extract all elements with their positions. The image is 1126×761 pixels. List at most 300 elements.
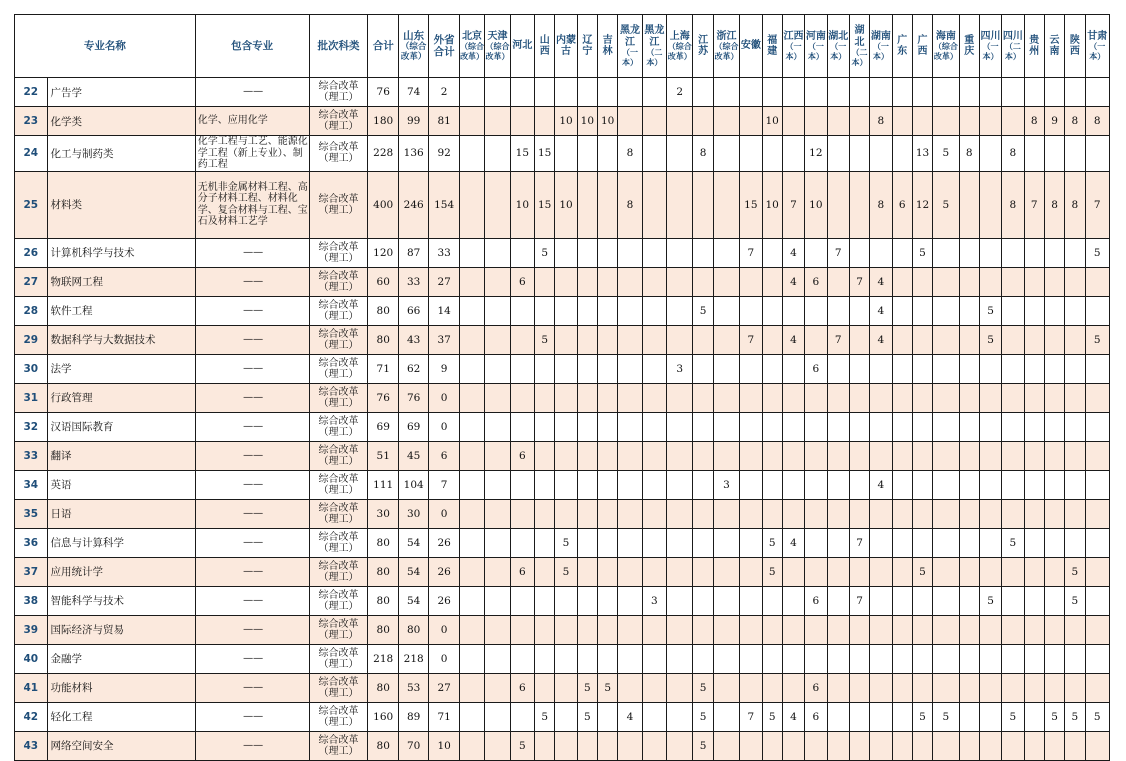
province-quota xyxy=(849,354,869,383)
province-quota xyxy=(782,383,804,412)
province-quota xyxy=(693,470,713,499)
province-quota xyxy=(805,470,827,499)
outside-count: 2 xyxy=(429,78,459,107)
major-name: 材料类 xyxy=(47,171,195,238)
province-quota xyxy=(485,441,510,470)
province-quota xyxy=(713,412,739,441)
header-province-name: 四川 xyxy=(980,30,1001,42)
province-quota xyxy=(1002,354,1024,383)
batch-line-1: 综合改革 xyxy=(318,270,359,282)
major-name: 计算机科学与技术 xyxy=(47,238,195,267)
province-quota: 5 xyxy=(979,296,1001,325)
province-quota xyxy=(577,354,597,383)
province-quota: 5 xyxy=(912,702,932,731)
province-quota xyxy=(892,470,912,499)
province-quota xyxy=(713,107,739,136)
province-quota xyxy=(693,238,713,267)
header-shandong xyxy=(398,15,428,78)
province-quota: 5 xyxy=(598,673,618,702)
province-quota xyxy=(713,354,739,383)
shandong-count: 89 xyxy=(398,702,428,731)
row-number: 42 xyxy=(15,702,48,731)
province-quota: 8 xyxy=(870,171,892,238)
header-province-sub: （综合改革） xyxy=(460,41,485,61)
province-quota: 4 xyxy=(782,702,804,731)
shandong-count: 45 xyxy=(398,441,428,470)
province-quota: 10 xyxy=(510,171,534,238)
province-quota xyxy=(1085,644,1110,673)
province-quota xyxy=(979,441,1001,470)
outside-count: 27 xyxy=(429,673,459,702)
province-quota xyxy=(762,615,782,644)
province-quota xyxy=(535,383,555,412)
included-majors: —— xyxy=(195,296,309,325)
included-majors: —— xyxy=(195,412,309,441)
province-quota xyxy=(1065,78,1085,107)
header-province xyxy=(598,15,618,78)
table-row xyxy=(15,107,1110,136)
province-quota: 5 xyxy=(933,136,959,172)
header-province-name: 贵州 xyxy=(1029,34,1040,57)
province-quota xyxy=(762,499,782,528)
province-quota xyxy=(892,354,912,383)
table-row xyxy=(15,586,1110,615)
province-quota xyxy=(713,644,739,673)
province-quota xyxy=(535,107,555,136)
province-quota xyxy=(870,136,892,172)
header-province-sub: （综合改革） xyxy=(714,41,739,61)
province-quota xyxy=(1024,136,1044,172)
province-quota xyxy=(713,557,739,586)
province-quota xyxy=(933,528,959,557)
province-quota xyxy=(740,499,762,528)
shandong-count: 87 xyxy=(398,238,428,267)
province-quota xyxy=(1085,354,1110,383)
province-quota xyxy=(667,499,693,528)
province-quota xyxy=(1044,325,1064,354)
province-quota xyxy=(979,136,1001,172)
province-quota xyxy=(1044,412,1064,441)
province-quota xyxy=(713,615,739,644)
batch-line-2: （理工） xyxy=(318,397,359,409)
province-quota xyxy=(762,354,782,383)
batch-category xyxy=(309,267,368,296)
province-quota xyxy=(485,499,510,528)
province-quota xyxy=(782,644,804,673)
batch-category xyxy=(309,557,368,586)
province-quota xyxy=(805,644,827,673)
batch-line-1: 综合改革 xyxy=(318,531,359,543)
province-quota xyxy=(598,325,618,354)
row-number: 31 xyxy=(15,383,48,412)
province-quota xyxy=(805,325,827,354)
header-province xyxy=(762,15,782,78)
province-quota xyxy=(1044,528,1064,557)
province-quota xyxy=(1065,644,1085,673)
outside-count: 0 xyxy=(429,615,459,644)
province-quota xyxy=(693,586,713,615)
province-quota xyxy=(849,325,869,354)
province-quota: 5 xyxy=(979,586,1001,615)
province-quota: 5 xyxy=(979,325,1001,354)
province-quota xyxy=(1065,499,1085,528)
header-province-name: 上海 xyxy=(669,30,690,42)
major-name: 化工与制药类 xyxy=(47,136,195,172)
province-quota: 15 xyxy=(510,136,534,172)
province-quota xyxy=(485,267,510,296)
outside-count: 14 xyxy=(429,296,459,325)
included-majors: —— xyxy=(195,586,309,615)
province-quota xyxy=(933,107,959,136)
header-province-name: 四川 xyxy=(1002,30,1023,42)
province-quota xyxy=(1024,644,1044,673)
province-quota xyxy=(618,238,642,267)
province-quota: 4 xyxy=(870,325,892,354)
province-quota xyxy=(598,412,618,441)
province-quota xyxy=(1065,238,1085,267)
province-quota xyxy=(459,78,484,107)
province-quota: 5 xyxy=(535,702,555,731)
province-quota xyxy=(713,673,739,702)
province-quota xyxy=(598,499,618,528)
table-row xyxy=(15,557,1110,586)
batch-category xyxy=(309,171,368,238)
province-quota xyxy=(870,441,892,470)
province-quota: 5 xyxy=(555,557,577,586)
province-quota xyxy=(1065,354,1085,383)
total-count: 76 xyxy=(368,383,398,412)
major-name: 行政管理 xyxy=(47,383,195,412)
province-quota xyxy=(713,702,739,731)
province-quota: 5 xyxy=(693,731,713,760)
batch-line-1: 综合改革 xyxy=(318,193,359,205)
batch-category xyxy=(309,528,368,557)
table-row xyxy=(15,325,1110,354)
province-quota: 3 xyxy=(713,470,739,499)
included-majors: —— xyxy=(195,354,309,383)
table-row xyxy=(15,136,1110,172)
province-quota: 15 xyxy=(535,136,555,172)
province-quota xyxy=(912,354,932,383)
province-quota xyxy=(805,107,827,136)
province-quota xyxy=(598,702,618,731)
province-quota xyxy=(782,412,804,441)
province-quota xyxy=(618,644,642,673)
row-number: 28 xyxy=(15,296,48,325)
province-quota xyxy=(485,412,510,441)
province-quota xyxy=(598,354,618,383)
batch-line-2: （理工） xyxy=(318,629,359,641)
province-quota xyxy=(870,615,892,644)
province-quota xyxy=(693,267,713,296)
province-quota xyxy=(713,267,739,296)
header-province-sub: （二本） xyxy=(851,47,868,67)
province-quota xyxy=(693,615,713,644)
province-quota xyxy=(1085,78,1110,107)
province-quota xyxy=(912,412,932,441)
province-quota xyxy=(933,412,959,441)
province-quota: 5 xyxy=(1085,238,1110,267)
province-quota xyxy=(959,615,979,644)
major-name: 国际经济与贸易 xyxy=(47,615,195,644)
row-number: 41 xyxy=(15,673,48,702)
province-quota xyxy=(805,383,827,412)
province-quota xyxy=(1044,499,1064,528)
included-majors: —— xyxy=(195,470,309,499)
province-quota xyxy=(892,325,912,354)
province-quota xyxy=(555,136,577,172)
header-province-sub: （一本） xyxy=(807,41,824,61)
included-majors: 化学、应用化学 xyxy=(195,107,309,136)
province-quota xyxy=(510,354,534,383)
province-quota xyxy=(827,412,849,441)
province-quota xyxy=(693,499,713,528)
province-quota xyxy=(1044,267,1064,296)
province-quota xyxy=(485,673,510,702)
header-major: 专业名称 xyxy=(15,15,196,78)
included-majors: —— xyxy=(195,441,309,470)
header-province-name: 海南 xyxy=(935,30,956,42)
province-quota xyxy=(870,702,892,731)
province-quota xyxy=(1065,136,1085,172)
province-quota xyxy=(959,171,979,238)
province-quota xyxy=(510,238,534,267)
province-quota xyxy=(535,586,555,615)
row-number: 40 xyxy=(15,644,48,673)
province-quota xyxy=(485,702,510,731)
province-quota xyxy=(1024,383,1044,412)
batch-category xyxy=(309,615,368,644)
batch-category xyxy=(309,412,368,441)
province-quota: 5 xyxy=(1065,702,1085,731)
row-number: 32 xyxy=(15,412,48,441)
province-quota xyxy=(892,441,912,470)
total-count: 60 xyxy=(368,267,398,296)
province-quota xyxy=(1024,296,1044,325)
province-quota xyxy=(555,673,577,702)
major-name: 化学类 xyxy=(47,107,195,136)
province-quota xyxy=(805,615,827,644)
province-quota xyxy=(740,644,762,673)
province-quota xyxy=(555,238,577,267)
province-quota xyxy=(642,615,666,644)
batch-line-1: 综合改革 xyxy=(318,560,359,572)
batch-line-1: 综合改革 xyxy=(318,81,359,92)
outside-count: 27 xyxy=(429,267,459,296)
province-quota xyxy=(827,78,849,107)
province-quota xyxy=(1065,325,1085,354)
province-quota xyxy=(827,107,849,136)
province-quota xyxy=(979,238,1001,267)
province-quota xyxy=(827,586,849,615)
province-quota xyxy=(933,267,959,296)
province-quota: 8 xyxy=(959,136,979,172)
total-count: 80 xyxy=(368,586,398,615)
province-quota xyxy=(959,470,979,499)
province-quota xyxy=(959,296,979,325)
province-quota xyxy=(713,586,739,615)
province-quota xyxy=(740,412,762,441)
header-province xyxy=(577,15,597,78)
province-quota xyxy=(713,171,739,238)
province-quota xyxy=(1044,615,1064,644)
province-quota xyxy=(827,499,849,528)
province-quota xyxy=(485,107,510,136)
province-quota xyxy=(959,383,979,412)
province-quota xyxy=(912,470,932,499)
province-quota xyxy=(1085,267,1110,296)
province-quota xyxy=(1024,412,1044,441)
province-quota xyxy=(959,557,979,586)
province-quota xyxy=(805,78,827,107)
header-province xyxy=(1024,15,1044,78)
province-quota: 7 xyxy=(827,238,849,267)
province-quota xyxy=(1044,296,1064,325)
province-quota: 5 xyxy=(933,702,959,731)
included-majors: —— xyxy=(195,383,309,412)
province-quota xyxy=(1002,470,1024,499)
batch-category xyxy=(309,107,368,136)
province-quota xyxy=(1044,586,1064,615)
province-quota: 4 xyxy=(870,296,892,325)
total-count: 76 xyxy=(368,78,398,107)
province-quota xyxy=(782,557,804,586)
province-quota xyxy=(870,499,892,528)
province-quota: 5 xyxy=(577,673,597,702)
included-majors: —— xyxy=(195,615,309,644)
province-quota xyxy=(693,383,713,412)
included-majors: —— xyxy=(195,557,309,586)
province-quota: 10 xyxy=(598,107,618,136)
province-quota: 6 xyxy=(510,557,534,586)
batch-category xyxy=(309,470,368,499)
province-quota xyxy=(782,615,804,644)
outside-count: 10 xyxy=(429,731,459,760)
row-number: 33 xyxy=(15,441,48,470)
total-count: 160 xyxy=(368,702,398,731)
province-quota xyxy=(598,296,618,325)
province-quota: 5 xyxy=(1002,702,1024,731)
table-row xyxy=(15,702,1110,731)
province-quota xyxy=(555,644,577,673)
table-row xyxy=(15,354,1110,383)
province-quota xyxy=(933,644,959,673)
province-quota xyxy=(1065,441,1085,470)
header-province xyxy=(713,15,739,78)
province-quota xyxy=(805,557,827,586)
batch-line-2: （理工） xyxy=(318,153,359,165)
included-majors: 无机非金属材料工程、高分子材料工程、材料化学、复合材料与工程、宝石及材料工艺学 xyxy=(195,171,309,238)
province-quota xyxy=(1002,267,1024,296)
province-quota xyxy=(782,107,804,136)
province-quota xyxy=(912,107,932,136)
province-quota: 5 xyxy=(762,528,782,557)
province-quota xyxy=(459,470,484,499)
batch-category xyxy=(309,296,368,325)
province-quota xyxy=(555,412,577,441)
province-quota: 6 xyxy=(805,586,827,615)
included-majors: 化学工程与工艺、能源化学工程（新上专业）、制药工程 xyxy=(195,136,309,172)
province-quota: 6 xyxy=(510,441,534,470)
province-quota xyxy=(782,354,804,383)
province-quota xyxy=(667,557,693,586)
header-province-sub: （二本） xyxy=(646,47,663,67)
province-quota xyxy=(618,673,642,702)
total-count: 228 xyxy=(368,136,398,172)
batch-line-1: 综合改革 xyxy=(318,241,359,253)
header-province-sub: （综合改革） xyxy=(933,41,958,61)
outside-count: 26 xyxy=(429,586,459,615)
total-count: 400 xyxy=(368,171,398,238)
province-quota xyxy=(827,557,849,586)
province-quota xyxy=(642,296,666,325)
province-quota xyxy=(740,107,762,136)
header-province xyxy=(667,15,693,78)
province-quota xyxy=(598,441,618,470)
outside-count: 37 xyxy=(429,325,459,354)
province-quota xyxy=(892,499,912,528)
province-quota xyxy=(892,136,912,172)
province-quota xyxy=(933,325,959,354)
province-quota xyxy=(535,470,555,499)
batch-line-2: （理工） xyxy=(318,252,359,264)
major-name: 应用统计学 xyxy=(47,557,195,586)
province-quota xyxy=(618,441,642,470)
row-number: 43 xyxy=(15,731,48,760)
province-quota xyxy=(1024,470,1044,499)
province-quota xyxy=(959,586,979,615)
outside-count: 0 xyxy=(429,412,459,441)
province-quota xyxy=(1044,441,1064,470)
province-quota xyxy=(892,267,912,296)
province-quota xyxy=(1044,78,1064,107)
province-quota xyxy=(849,644,869,673)
shandong-count: 80 xyxy=(398,615,428,644)
province-quota xyxy=(459,644,484,673)
province-quota xyxy=(667,296,693,325)
header-province xyxy=(933,15,959,78)
province-quota xyxy=(979,673,1001,702)
header-province-name: 湖北 xyxy=(854,25,865,48)
province-quota xyxy=(912,499,932,528)
province-quota xyxy=(892,702,912,731)
major-name: 功能材料 xyxy=(47,673,195,702)
outside-count: 0 xyxy=(429,644,459,673)
header-province-name: 内蒙古 xyxy=(556,34,577,57)
batch-line-1: 综合改革 xyxy=(318,676,359,688)
header-province xyxy=(849,15,869,78)
batch-category xyxy=(309,78,368,107)
province-quota xyxy=(933,499,959,528)
province-quota xyxy=(1085,499,1110,528)
province-quota xyxy=(870,383,892,412)
province-quota xyxy=(933,441,959,470)
province-quota xyxy=(827,383,849,412)
province-quota xyxy=(979,78,1001,107)
header-province-name: 浙江 xyxy=(716,30,737,42)
province-quota: 7 xyxy=(740,325,762,354)
row-number: 35 xyxy=(15,499,48,528)
province-quota xyxy=(870,557,892,586)
province-quota xyxy=(762,586,782,615)
province-quota xyxy=(642,354,666,383)
province-quota xyxy=(667,238,693,267)
province-quota xyxy=(459,296,484,325)
province-quota xyxy=(959,441,979,470)
province-quota xyxy=(577,557,597,586)
province-quota xyxy=(485,383,510,412)
header-shandong-main: 山东 xyxy=(403,30,425,42)
